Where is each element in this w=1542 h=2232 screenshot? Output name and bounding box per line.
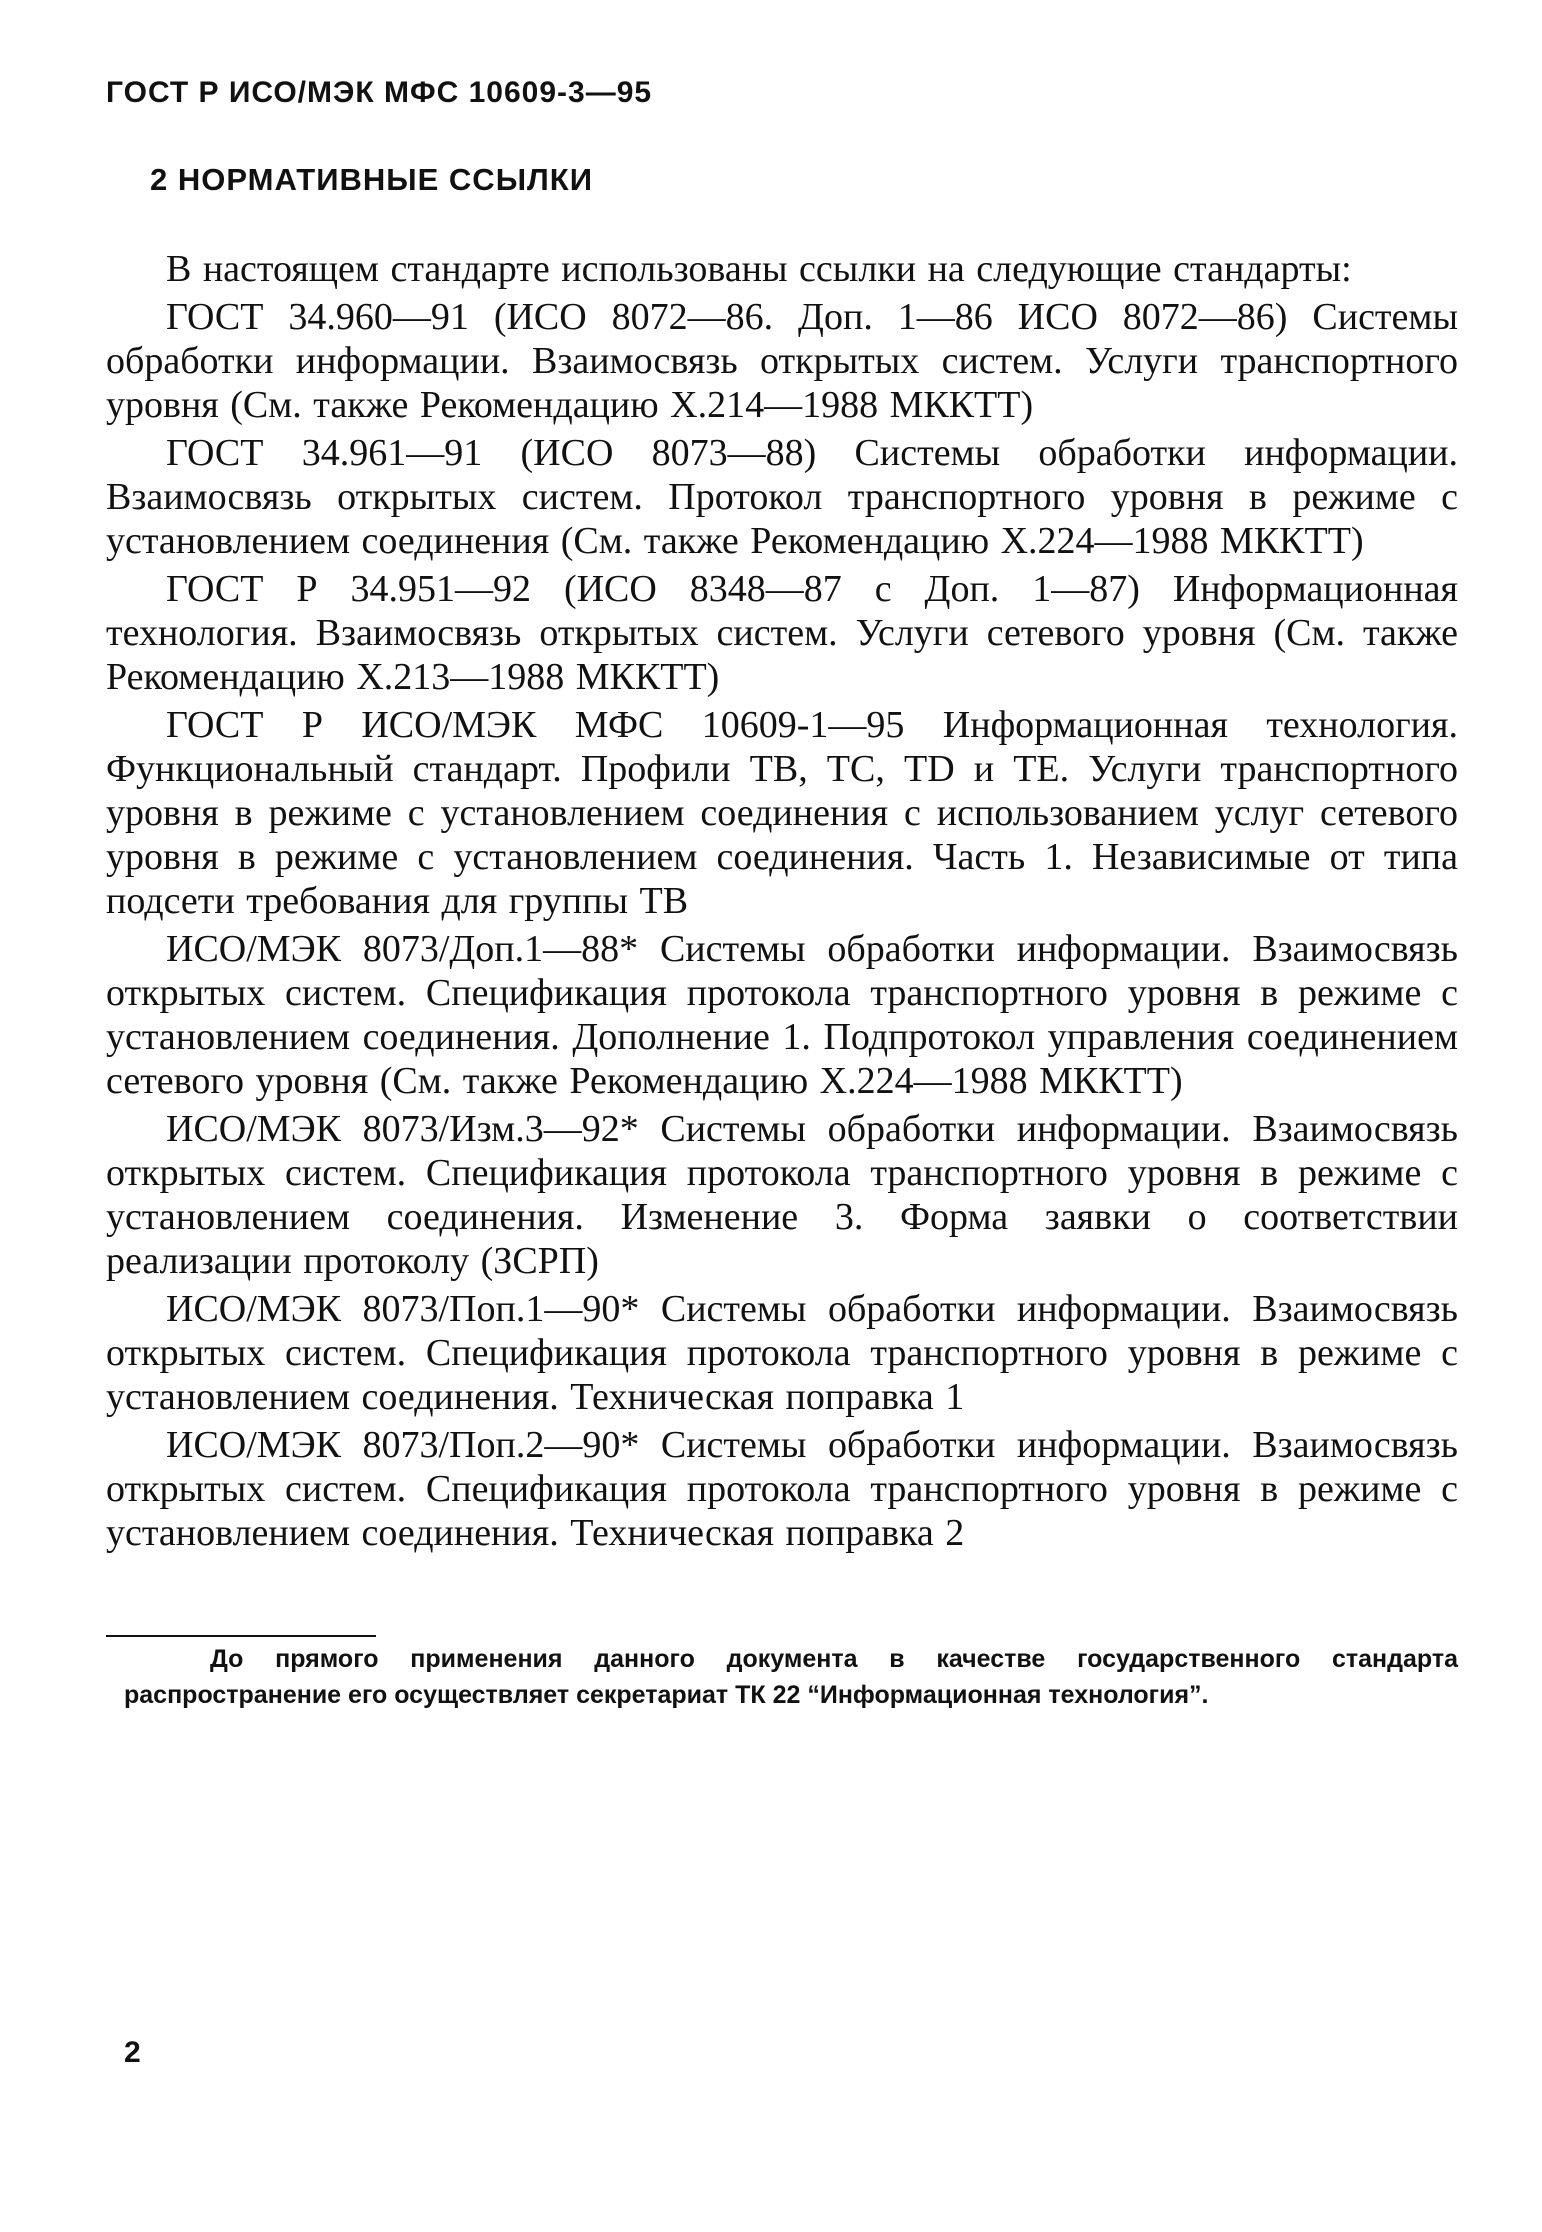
- footnote-divider: [106, 1635, 376, 1637]
- footnote: До прямого применения данного документа в качестве государственного стандарта распространение его осуществляет секретариат ТК 22 “Информационная технология”.: [124, 1645, 1458, 1709]
- reference-item: ИСО/МЭК 8073/Поп.2—90* Системы обработки информации. Взаимосвязь открытых систем. Спецификация протокола транспортного уровня в режиме с установлением соединения. Техническая поправка 2: [106, 1424, 1458, 1554]
- reference-item: ГОСТ 34.961—91 (ИСО 8073—88) Системы обработки информации. Взаимосвязь открытых систем. Протокол транспортного уровня в режиме с установлением соединения (См. также Рекомендацию X.224—1988 МККТТ): [106, 432, 1458, 562]
- running-header: ГОСТ Р ИСО/МЭК МФС 10609-3—95: [106, 76, 653, 109]
- reference-item: ГОСТ Р 34.951—92 (ИСО 8348—87 с Доп. 1—87) Информационная технология. Взаимосвязь открытых систем. Услуги сетевого уровня (См. также Рекомендацию X.213—1988 МККТТ): [106, 568, 1458, 698]
- reference-item: ГОСТ 34.960—91 (ИСО 8072—86. Доп. 1—86 ИСО 8072—86) Системы обработки информации. Взаимосвязь открытых систем. Услуги транспортного уровня (См. также Рекомендацию X.214—1988 МККТТ): [106, 296, 1458, 426]
- reference-item: ИСО/МЭК 8073/Доп.1—88* Системы обработки информации. Взаимосвязь открытых систем. Спецификация протокола транспортного уровня в режиме с установлением соединения. Дополнение 1. Подпротокол управления соединением сетевого уровня (См. также Рекомендацию X.224—1988 МККТТ): [106, 928, 1458, 1102]
- reference-item: ИСО/МЭК 8073/Поп.1—90* Системы обработки информации. Взаимосвязь открытых систем. Спецификация протокола транспортного уровня в режиме с установлением соединения. Техническая поправка 1: [106, 1288, 1458, 1418]
- page-number: 2: [124, 2036, 141, 2069]
- references-list: [106, 247, 1458, 1555]
- reference-item: ИСО/МЭК 8073/Изм.3—92* Системы обработки информации. Взаимосвязь открытых систем. Спецификация протокола транспортного уровня в режиме с установлением соединения. Изменение 3. Форма заявки о соответствии реализации протоколу (ЗСРП): [106, 1108, 1458, 1282]
- section-title: 2 НОРМАТИВНЫЕ ССЫЛКИ: [150, 162, 593, 197]
- intro-paragraph: В настоящем стандарте использованы ссылки на следующие стандарты:: [166, 248, 1352, 290]
- reference-item: ГОСТ Р ИСО/МЭК МФС 10609-1—95 Информационная технология. Функциональный стандарт. Профили ТВ, ТС, TD и ТЕ. Услуги транспортного уровня в режиме с установлением соединения с использованием услуг сетевого уровня в режиме с установлением соединения. Часть 1. Независимые от типа подсети требования для группы ТВ: [106, 704, 1458, 922]
- document-page: [106, 78, 1458, 2178]
